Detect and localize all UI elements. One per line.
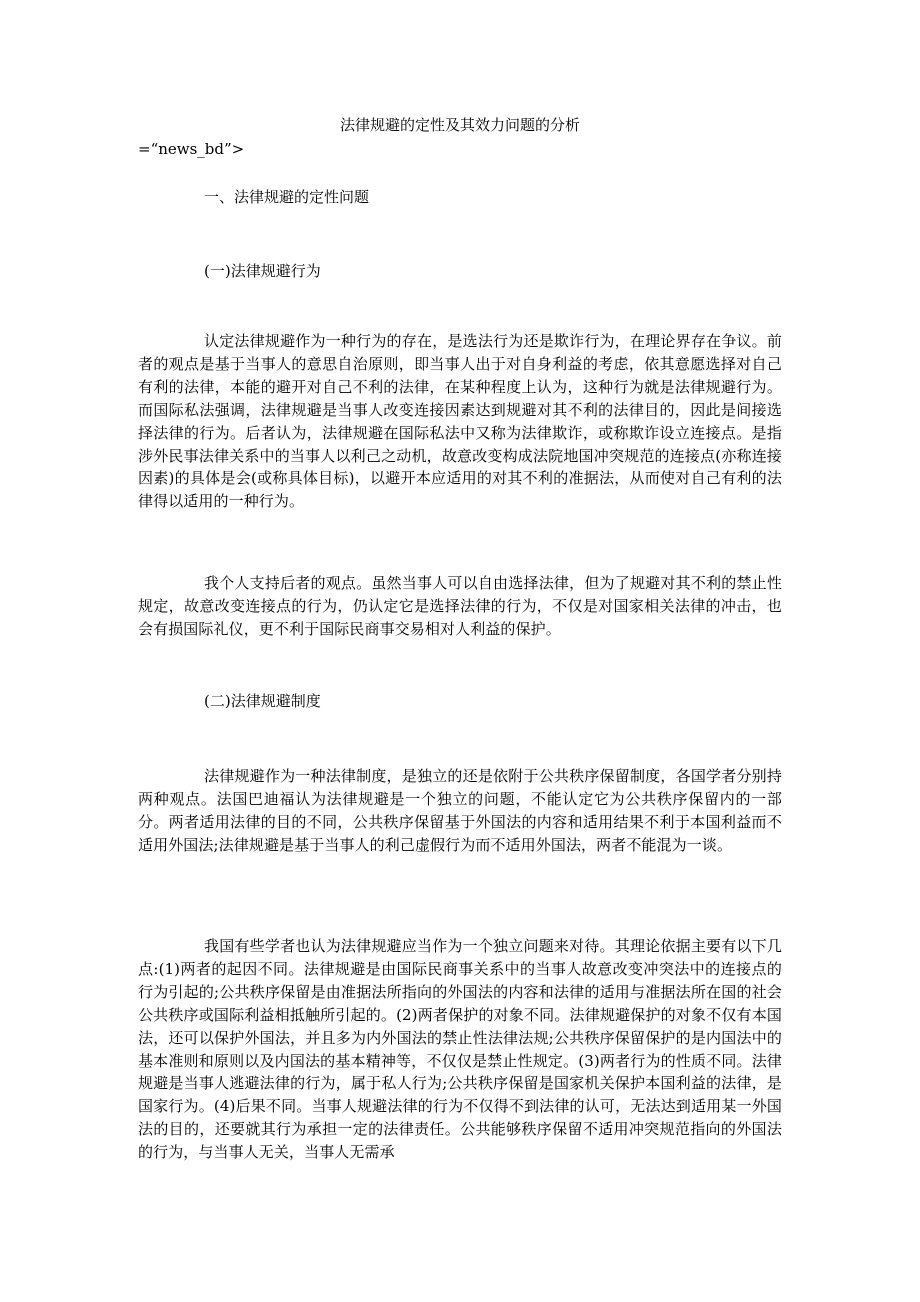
paragraph-1: 认定法律规避作为一种行为的存在，是选法行为还是欺诈行为，在理论界存在争议。前者的观点是基于当事人的意思自治原则，即当事人出于对自身利益的考虑，依其意愿选择对自己有利的法律，本能的避开对自己不利的法律，在某种程度上认为，这种行为就是法律规避行为。而国际私法强调，法律规避是当事人改变连接因素达到规避对其不利的法律目的，因此是间接选择法律的行为。后者认为，法律规避在国际私法中又称为法律欺诈，或称欺诈设立连接点。是指涉外民事法律关系中的当事人以利己之动机，故意改变构成法院地国冲突规范的连接点(亦称连接因素)的具体是会(或称具体目标)，以避开本应适用的对其不利的准据法，从而使对自己有利的法律得以适用的一种行为。 [138,332,782,511]
paragraph-4: 我国有些学者也认为法律规避应当作为一个独立问题来对待。其理论依据主要有以下几点:(1)两者的起因不同。法律规避是由国际民商事关系中的当事人故意改变冲突法中的连接点的行为引起的;公共秩序保留是由准据法所指向的外国法的内容和法律的适用与准据法所在国的社会公共秩序或国际利益相抵触所引起的。(2)两者保护的对象不同。法律规避保护的对象不仅有本国法，还可以保护外国法，并且多为内外国法的禁止性法律法规;公共秩序保留保护的是内国法中的基本准则和原则以及内国法的基本精神等，不仅仅是禁止性规定。(3)两者行为的性质不同。法律规避是当事人逃避法律的行为，属于私人行为;公共秩序保留是国家机关保护本国利益的法律，是国家行为。(4)后果不同。当事人规避法律的行为不仅得不到法律的认可，无法达到适用某一外国法的目的，还要就其行为承担一定的法律责任。公共能够秩序保留不适用冲突规范指向的外国法的行为，与当事人无关，当事人无需承 [138,937,782,1162]
subsection-heading-2: (二)法律规避制度 [204,692,321,710]
document-title: 法律规避的定性及其效力问题的分析 [339,116,580,134]
subsection-heading-1: (一)法律规避行为 [204,262,321,280]
paragraph-2: 我个人支持后者的观点。虽然当事人可以自由选择法律，但为了规避对其不利的禁止性规定，故意改变连接点的行为，仍认定它是选择法律的行为，不仅是对国家相关法律的冲击，也会有损国际礼仪，更不利于国际民商事交易相对人利益的保护。 [138,574,782,638]
paragraph-3: 法律规避作为一种法律制度，是独立的还是依附于公共秩序保留制度，各国学者分别持两种观点。法国巴迪福认为法律规避是一个独立的问题，不能认定它为公共秩序保留内的一部分。两者适用法律的目的不同，公共秩序保留基于外国法的内容和适用结果不利于本国利益而不适用外国法;法律规避是基于当事人的利己虚假行为而不适用外国法，两者不能混为一谈。 [138,767,782,854]
html-artifact-text: =“news_bd”> [138,140,245,158]
section-heading-1: 一、法律规避的定性问题 [204,188,370,206]
